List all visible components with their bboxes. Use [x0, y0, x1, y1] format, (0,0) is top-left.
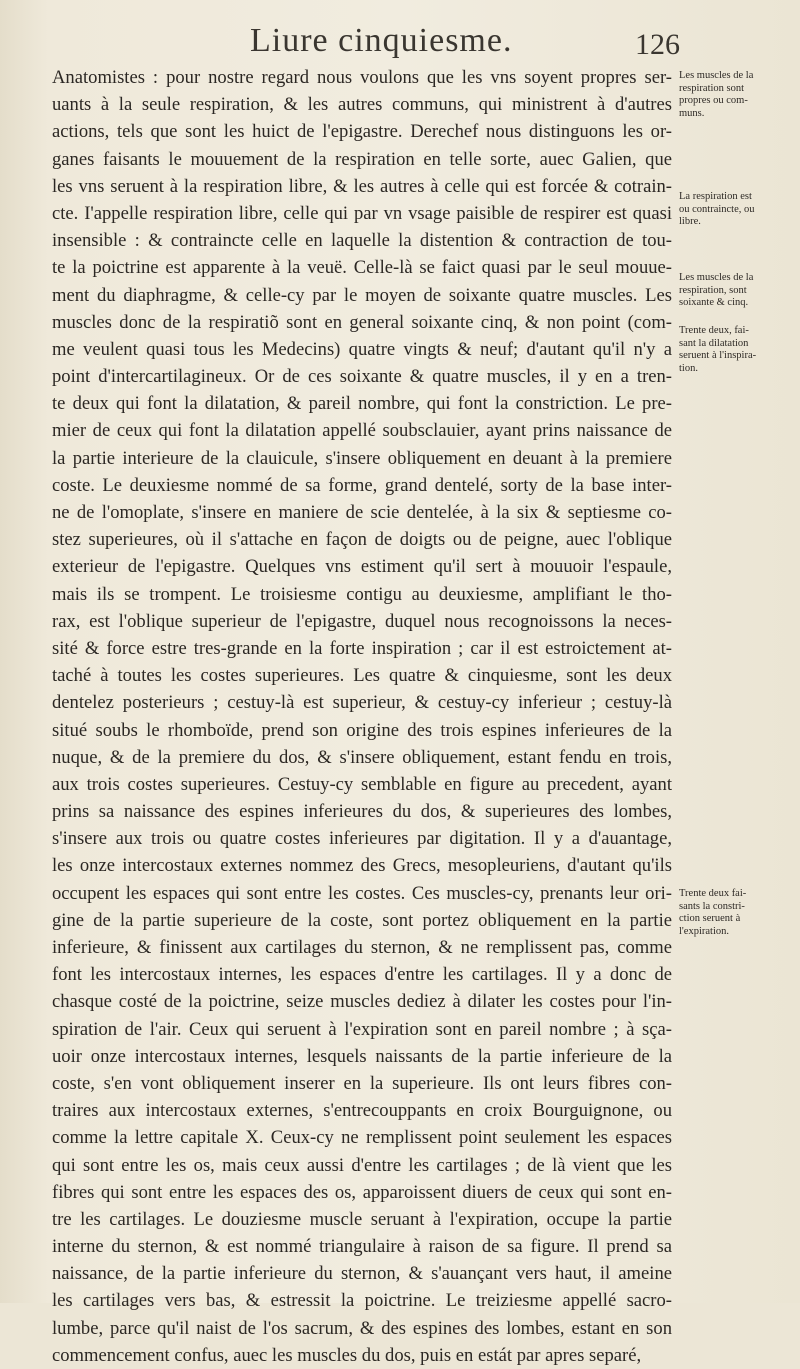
text-line: mier de ceux qui font la dilatation appellé soubsclauier, ayant prins naissance de [52, 420, 672, 442]
text-line: coste. Le deuxiesme nommé de sa forme, grand dentelé, sorty de la base inter- [52, 474, 672, 496]
page-number: 126 [635, 28, 680, 61]
text-line: exterieur de l'epigastre. Quelques vns estiment qu'il sert à mouuoir l'espaule, [52, 556, 672, 578]
text-line: interne du sternon, & est nommé triangulaire à raison de sa figure. Il prend sa [52, 1236, 672, 1258]
margin-note-line: La respiration est [679, 191, 752, 202]
text-line: stez superieures, où il s'attache en façon de doigts ou de peigne, auec l'oblique [52, 529, 672, 551]
margin-note-line: ou contraincte, ou [679, 203, 755, 215]
margin-note-line: soixante & cinq. [679, 297, 749, 308]
text-line: sité & force estre tres-grande en la forte inspiration ; car il est estroictement at- [52, 637, 672, 659]
text-line: aux trois costes superieures. Cestuy-cy semblable en figure au precedent, ayant [52, 773, 672, 795]
text-line: inferieure, & finissent aux cartilages du sternon, & ne remplissent pas, comme [52, 937, 672, 958]
text-line: la partie interieure de la clauicule, s'insere obliquement en deuant à la premiere [52, 447, 672, 469]
margin-note-line: respiration sont [679, 82, 745, 94]
text-line: Anatomistes : pour nostre regard nous voulons que les vns soyent propres ser- [52, 67, 672, 88]
text-line: tre les cartilages. Le douziesme muscle seruant à l'expiration, occupe la partie [52, 1208, 672, 1230]
text-line: uants à la seule respiration, & les autres communs, qui ministrent à d'autres [52, 94, 672, 116]
margin-note [679, 325, 794, 375]
margin-note-line: Les muscles de la [679, 272, 754, 283]
text-line: occupent les espaces qui sont entre les costes. Ces muscles-cy, prenants leur ori- [52, 882, 672, 904]
text-line: les vns seruent à la respiration libre, & les autres à celle qui est forcée & cotrain- [52, 175, 672, 197]
margin-note-line: l'expiration. [679, 925, 730, 937]
text-line: taché à toutes les costes superieures. Les quatre & cinquiesme, sont les deux [52, 665, 672, 687]
text-line: mais ils se trompent. Le troisiesme contigu au deuxiesme, amplifiant le tho- [52, 583, 672, 605]
text-line: naissance, de la partie inferieure du sternon, & s'auançant vers haut, il ameine [52, 1263, 672, 1285]
margin-note [679, 191, 794, 229]
main-text-block [52, 64, 672, 1369]
text-line: dentelez posterieurs ; cestuy-là est superieur, & cestuy-cy inferieur ; cestuy-là [52, 692, 672, 714]
text-line: insensible : & contraincte celle en laquelle la distention & contraction de tou- [52, 230, 672, 252]
text-line: te deux qui font la dilatation, & pareil nombre, qui font la constriction. Le pre- [52, 393, 672, 415]
text-line: te la poictrine est apparente à la veuë. Celle-là se faict quasi par le seul mouue- [52, 257, 672, 279]
text-line: les cartilages vers bas, & estressit la poictrine. Le treiziesme appellé sacro- [52, 1290, 672, 1312]
text-line: muscles donc de la respiratiõ sont en general soixante cinq, & non point (com- [52, 311, 672, 333]
text-line: lumbe, parce qu'il naist de l'os sacrum, & des espines des lombes, estant en son [52, 1317, 672, 1339]
margin-note [679, 888, 794, 938]
text-line: ganes faisants le mouuement de la respiration en telle sorte, auec Galien, que [52, 148, 672, 170]
margin-note-line: Trente deux fai- [679, 888, 747, 899]
margin-note [679, 272, 794, 310]
text-line: commencement confus, auec les muscles du dos, puis en estát par apres separé, [52, 1344, 642, 1366]
running-title: Liure cinquiesme. [250, 22, 513, 59]
margin-note-line: muns. [679, 107, 705, 119]
margin-note-line: sants la constri- [679, 900, 745, 912]
text-line: point d'intercartilagineux. Or de ces soixante & quatre muscles, il y en a tren- [52, 366, 672, 388]
text-line: situé soubs le rhomboïde, prend son origine des trois espines inferieures de la [52, 719, 672, 741]
text-line: qui sont entre les os, mais ceux aussi d'entre les cartilages ; de là vient que les [52, 1154, 672, 1176]
margin-note-line: tion. [679, 362, 698, 374]
text-line: font les intercostaux internes, les espaces d'entre les cartilages. Il y a donc de [52, 964, 672, 986]
margin-note-line: Les muscles de la [679, 70, 754, 81]
text-line: cte. I'appelle respiration libre, celle qui par vn vsage paisible de respirer est quasi [52, 202, 672, 224]
text-line: s'insere aux trois ou quatre costes inferieures par digitation. Il y a d'auantage, [52, 828, 672, 850]
text-line: me veulent quasi tous les Medecins) quatre vingts & neuf; d'autant qu'il n'y a [52, 338, 672, 360]
text-line: traires aux intercostaux externes, s'entrecouppants en croix Bourguignone, ou [52, 1100, 672, 1122]
margin-note-line: libre. [679, 216, 701, 227]
margin-note-line: Trente deux, fai- [679, 325, 749, 336]
text-line: chasque costé de la poictrine, seize muscles dediez à dilater les costes pour l'in- [52, 991, 672, 1013]
text-line: prins sa naissance des espines inferieures du dos, & superieures des lombes, [52, 801, 672, 823]
text-line: gine de la partie superieure de la coste, sont portez obliquement en la partie [52, 909, 672, 931]
margin-note-line: respiration, sont [679, 284, 747, 296]
page-header [250, 22, 680, 68]
text-line: coste, s'en vont obliquement inserer en la superieure. Ils ont leurs fibres con- [52, 1072, 672, 1094]
text-line: nuque, & de la premiere du dos, & s'insere obliquement, estant fendu en trois, [52, 746, 672, 768]
text-line: ne de l'omoplate, s'insere en maniere de scie dentelée, à la six & septiesme co- [52, 502, 672, 523]
margin-note-line: propres ou com- [679, 95, 748, 106]
margin-note-line: sant la dilatation [679, 337, 749, 349]
margin-note-line: seruent à l'inspira- [679, 350, 757, 361]
text-line: uoir onze intercostaux internes, lesquels naissants de la partie inferieure de la [52, 1045, 672, 1067]
text-line: spiration de l'air. Ceux qui seruent à l'expiration sont en pareil nombre ; à sça- [52, 1018, 672, 1040]
text-line: rax, est l'oblique superieur de l'epigastre, duquel nous recognoissons la neces- [52, 610, 672, 632]
margin-note-line: ction seruent à [679, 913, 741, 924]
text-line: comme la lettre capitale X. Ceux-cy ne remplissent point seulement les espaces [52, 1127, 672, 1149]
text-line: ment du diaphragme, & celle-cy par le moyen de soixante quatre muscles. Les [52, 284, 672, 306]
text-line: les onze intercostaux externes nommez des Grecs, mesopleuriens, d'autant qu'ils [52, 855, 672, 877]
text-line: actions, tels que sont les huict de l'epigastre. Derechef nous distinguons les or- [52, 121, 672, 143]
text-line: fibres qui sont entre les espaces des os, apparoissent diuers de ceux qui sont en- [52, 1181, 672, 1203]
margin-note [679, 70, 794, 120]
